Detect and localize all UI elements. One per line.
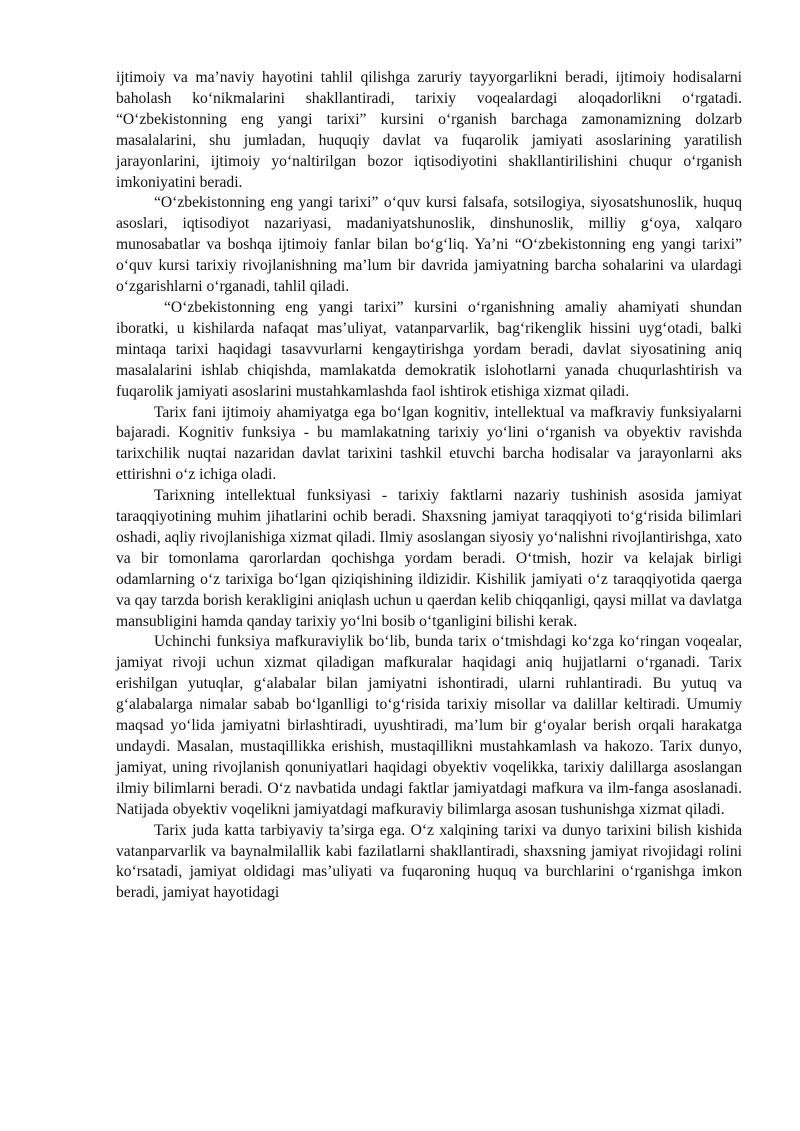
paragraph-5: Tarixning intellektual funksiyasi - tarixiy faktlarni nazariy tushinish asosida jamiyat taraqqiyotining muhim jihatlarini ochib beradi. Shaxsning jamiyat taraqqiyoti to‘g‘risida bilimlari oshadi, aqliy rivojlanishiga xizmat qiladi. Ilmiy asoslangan siyosiy yo‘nalishni rivojlantirishga, xato va bir tomonlama qarorlardan qochishga yordam beradi. O‘tmish, hozir va kelajak birligi odamlarning o‘z tarixiga bo‘lgan qiziqishining ildizidir. Kishilik jamiyati o‘z taraqqiyotida qaerga va qay tarzda borish kerakligini aniqlash uchun u qaerdan kelib chiqqanligi, qaysi millat va davlatga mansubligini hamda qanday tarixiy yo‘lni bosib o‘tganligini bilishi kerak. [116,487,742,630]
paragraph-6: Uchinchi funksiya mafkuraviylik bo‘lib, bunda tarix o‘tmishdagi ko‘zga ko‘ringan voqealar, jamiyat rivoji uchun xizmat qiladigan mafkuralar haqidagi aniq hujjatlarni o‘rganadi. Tarix erishilgan yutuqlar, g‘alabalar bilan jamiyatni ishontiradi, ularni ruhlantiradi. Bu yutuq va g‘alabalarga nimalar sabab bo‘lganlligi to‘g‘risida tarixiy misollar va dalillar keltiradi. Umumiy maqsad yo‘lida jamiyatni birlashtiradi, uyushtiradi, ma’lum bir g‘oyalar berish orqali harakatga undaydi. Masalan, mustaqillikka erishish, mustaqillikni mustahkamlash va hakozo. Tarix dunyo, jamiyat, uning rivojlanish qonuniyatlari haqidagi obyektiv voqelikka, tarixiy dalillarga asoslangan ilmiy bilimlarni beradi. O‘z navbatida undagi faktlar jamiyatdagi mafkura va ilm-fanga asoslanadi. Natijada obyektiv voqelikni jamiyatdagi mafkuraviy bilimlarga asosan tushunishga xizmat qiladi. [116,633,742,818]
paragraph-3: “O‘zbekistonning eng yangi tarixi” kursini o‘rganishning amaliy ahamiyati shundan iboratki, u kishilarda nafaqat mas’uliyat, vatanparvarlik, bag‘rikenglik hissini uyg‘otadi, balki mintaqa tarixi haqidagi tasavvurlarni kengaytirishga yordam beradi, davlat siyosatining aniq masalalarini ishlab chiqishda, mamlakatda demokratik islohotlarni yanada chuqurlashtirish va fuqarolik jamiyati asoslarini mustahkamlashda faol ishtirok etishiga xizmat qiladi. [116,298,742,400]
paragraph-7: Tarix juda katta tarbiyaviy ta’sirga ega. O‘z xalqining tarixi va dunyo tarixini bilish kishida vatanparvarlik va baynalmilallik kabi fazilatlarni shakllantiradi, shaxsning jamiyat rivojidagi rolini ko‘rsatadi, jamiyat oldidagi mas’uliyati va fuqaroning huquq va burchlarini o‘rganishga imkon beradi, jamiyat hayotidagi [116,821,742,902]
paragraph-1: ijtimoiy va ma’naviy hayotini tahlil qilishga zaruriy tayyorgarlikni beradi, ijtimoiy hodisalarni baholash ko‘nikmalarini shakllantiradi, tarixiy voqealardagi aloqadorlikni o‘rgatadi. “O‘zbekistonning eng yangi tarixi” kursini o‘rganish barchaga zamonamizning dolzarb masalalarini, shu jumladan, huquqiy davlat va fuqarolik jamiyati asoslarining yaratilish jarayonlarini, ijtimoiy yo‘naltirilgan bozor iqtisodiyotini shakllantirilishini chuqur o‘rganish imkoniyatini beradi. [116,69,742,191]
paragraph-2: “O‘zbekistonning eng yangi tarixi” o‘quv kursi falsafa, sotsilogiya, siyosatshunoslik, huquq asoslari, iqtisodiyot nazariyasi, madaniyatshunoslik, dinshunoslik, milliy g‘oya, xalqaro munosabatlar va boshqa ijtimoiy fanlar bilan bo‘g‘liq. Ya’ni “O‘zbekistonning eng yangi tarixi” o‘quv kursi tarixiy rivojlanishning ma’lum bir davrida jamiyatning barcha sohalarini va ulardagi o‘zgarishlarni o‘rganadi, tahlil qiladi. [116,194,742,296]
paragraph-4: Tarix fani ijtimoiy ahamiyatga ega bo‘lgan kognitiv, intellektual va mafkraviy funksiyalarni bajaradi. Kognitiv funksiya - bu mamlakatning tarixiy yo‘lini o‘rganish va obyektiv ravishda tarixchilik nuqtai nazaridan davlat tarixini tashkil etuvchi barcha hodisalar va jarayonlarni aks ettirishni o‘z ichiga oladi. [116,403,742,484]
document-page [116,68,742,904]
